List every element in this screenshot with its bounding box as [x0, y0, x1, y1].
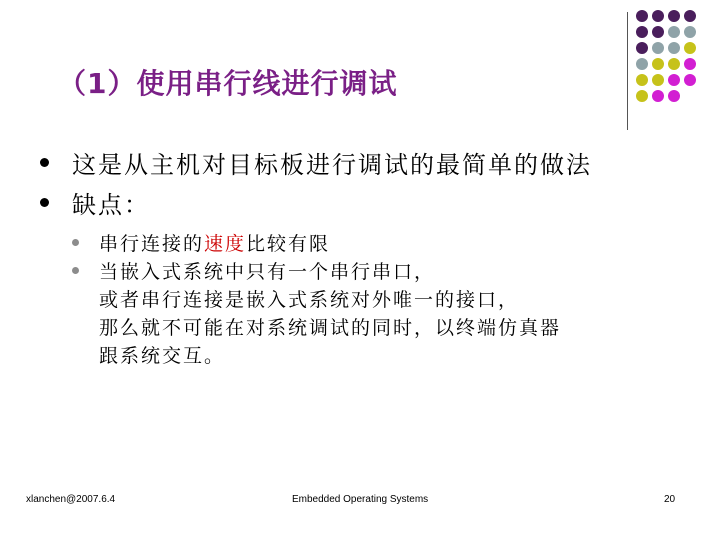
sub-bullet-line: 或者串行连接是嵌入式系统对外唯一的接口，: [99, 289, 520, 311]
decorative-dot: [668, 42, 680, 54]
sub-bullet-text-post: 比较有限: [246, 233, 331, 255]
footer-page-number: 20: [664, 494, 676, 505]
decorative-dot-grid: [636, 10, 720, 110]
decorative-dot: [684, 10, 696, 22]
decorative-dot: [684, 26, 696, 38]
decorative-dot: [684, 74, 696, 86]
sub-bullet-dot-icon: [72, 239, 79, 246]
bullet-text: 这是从主机对目标板进行调试的最简单的做法: [72, 151, 592, 179]
sub-bullet-item: [72, 230, 561, 258]
decorative-dot: [668, 26, 680, 38]
decorative-dot: [652, 26, 664, 38]
slide-title: （1）使用串行线进行调试: [58, 67, 398, 100]
sub-bullet-text-pre: 串行连接的: [99, 233, 205, 255]
decorative-dot: [652, 58, 664, 70]
divider-line: [627, 12, 628, 130]
decorative-dot: [636, 42, 648, 54]
sub-bullet-text: [99, 230, 561, 258]
decorative-dot: [636, 10, 648, 22]
decorative-dot: [652, 42, 664, 54]
decorative-dot: [636, 90, 648, 102]
decorative-dot: [652, 10, 664, 22]
decorative-dot: [652, 74, 664, 86]
decorative-dot: [652, 90, 664, 102]
decorative-dot: [684, 42, 696, 54]
sub-bullet-line: 那么就不可能在对系统调试的同时，以终端仿真器: [99, 317, 562, 339]
decorative-dot: [636, 74, 648, 86]
decorative-dot: [636, 26, 648, 38]
sub-bullet-dot-icon: [72, 267, 79, 274]
bullet-dot-icon: [40, 198, 49, 207]
decorative-dot: [668, 74, 680, 86]
decorative-dot: [636, 58, 648, 70]
bullet-dot-icon: [40, 158, 49, 167]
decorative-dot: [668, 90, 680, 102]
sub-bullet-line: 跟系统交互。: [99, 345, 226, 367]
sub-bullet-list: [72, 230, 561, 370]
sub-bullet-line: 当嵌入式系统中只有一个串行串口，: [99, 261, 436, 283]
decorative-dot: [668, 58, 680, 70]
sub-bullet-text: [99, 258, 561, 370]
bullet-text: 缺点：: [72, 191, 150, 219]
footer-author-date: xlanchen@2007.6.4: [26, 494, 116, 505]
highlight-text: 速度: [204, 233, 247, 255]
decorative-dot: [668, 10, 680, 22]
footer-course: Embedded Operating Systems: [292, 494, 429, 505]
sub-bullet-item: [72, 258, 561, 370]
decorative-dot: [684, 58, 696, 70]
